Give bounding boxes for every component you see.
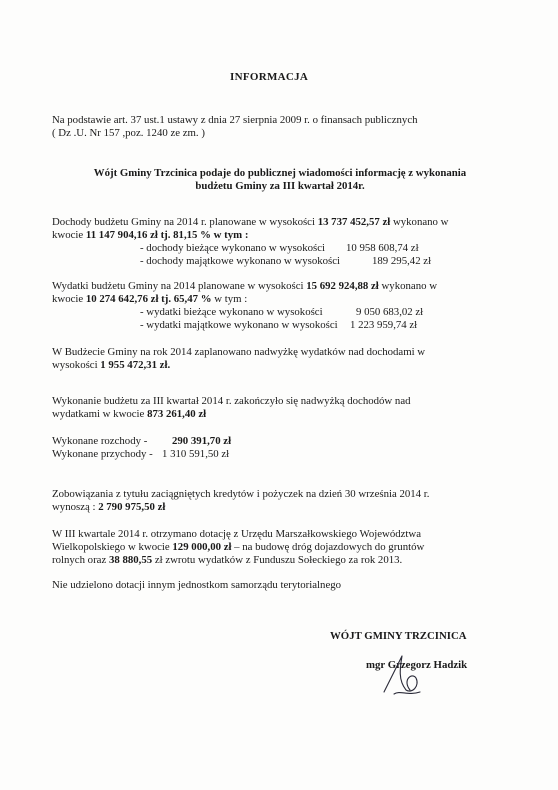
expenses-line-1 [52,280,437,293]
surplus-exec-line-1: Wykonanie budżetu za III kwartał 2014 r. zakończyło się nadwyżką dochodów nad [52,395,411,407]
expenses-item-value: 1 223 959,74 zł [350,319,418,331]
income-exec-text: wykonano w [390,216,449,228]
no-grants-note: Nie udzielono dotacji innym jednostkom samorządu terytorialnego [52,579,342,591]
refund-prefix: rolnych oraz [52,554,109,566]
grant-line-1: W III kwartale 2014 r. otrzymano dotację z Urzędu Marszałkowskiego Województwa [52,528,421,540]
income-item-label: - dochody majątkowe wykonano w wysokości [140,255,341,267]
legal-basis-line-2: ( Dz .U. Nr 157 ,poz. 1240 ze zm. ) [52,127,205,139]
heading-line-2: budżetu Gminy za III kwartał 2014r. [195,180,365,192]
liabilities-line-2 [52,501,165,514]
expenses-exec-amount: 10 274 642,76 zł tj. 65,47 % [85,293,212,305]
income-line-2 [52,229,248,242]
expenses-line-2 [52,293,247,306]
income-exec-prefix: kwocie [52,229,86,241]
expenses-item-label: - wydatki majątkowe wykonano w wysokości [140,319,338,331]
income-item-value: 10 958 608,74 zł [346,242,419,254]
grant-amount: 129 000,00 zł [172,541,232,553]
expenses-in-that: w tym : [211,293,248,305]
income-exec-amount: 11 147 904,16 zł tj. 81,15 % w tym : [85,229,249,241]
grant-line-3 [52,554,402,567]
grant-prefix: Wielkopolskiego w kwocie [52,541,173,553]
expenses-item-value: 9 050 683,02 zł [356,306,424,318]
document-title: INFORMACJA [230,71,309,83]
income-item-value: 189 295,42 zł [372,255,432,267]
liabilities-amount: 2 790 975,50 zł [98,501,166,513]
przychody-label: Wykonane przychody - [52,448,153,460]
expenses-exec-prefix: kwocie [52,293,86,305]
refund-text: zł zwrotu wydatków z Funduszu Sołeckiego za rok 2013. [152,554,403,566]
surplus-exec-line-2 [52,408,206,421]
surplus-exec-prefix: wydatkami w kwocie [52,408,148,420]
surplus-plan-line-1: W Budżecie Gminy na rok 2014 zaplanowano nadwyżkę wydatków nad dochodami w [52,346,426,358]
legal-basis-line-1: Na podstawie art. 37 ust.1 ustawy z dnia 27 sierpnia 2009 r. o finansach publicznych [52,114,418,126]
signature-name: mgr Grzegorz Hadzik [366,659,468,671]
przychody-value: 1 310 591,50 zł [162,448,230,460]
expenses-exec-text: wykonano w [378,280,437,292]
liabilities-line-1: Zobowiązania z tytułu zaciągniętych kredytów i pożyczek na dzień 30 września 2014 r. [52,488,430,500]
rozchody-value: 290 391,70 zł [172,435,232,447]
expenses-plan-text: Wydatki budżetu Gminy na 2014 planowane w wysokości [52,280,307,292]
income-plan-amount: 13 737 452,57 zł [317,216,391,228]
surplus-plan-prefix: wysokości [52,359,101,371]
expenses-plan-amount: 15 692 924,88 zł [306,280,379,292]
grant-purpose: – na budowę dróg dojazdowych do gruntów [231,541,425,553]
income-item-label: - dochody bieżące wykonano w wysokości [140,242,325,254]
expenses-item-label: - wydatki bieżące wykonano w wysokości [140,306,323,318]
surplus-plan-amount: 1 955 472,31 zł. [100,359,171,371]
income-line-1 [52,216,448,229]
income-plan-text: Dochody budżetu Gminy na 2014 r. planowane w wysokości [52,216,318,228]
surplus-plan-line-2 [52,359,170,372]
liabilities-prefix: wynoszą : [52,501,99,513]
surplus-exec-amount: 873 261,40 zł [147,408,207,420]
handwritten-signature [376,650,436,700]
grant-line-2 [52,541,424,554]
signature-title: WÓJT GMINY TRZCINICA [330,630,467,642]
heading-line-1: Wójt Gminy Trzcinica podaje do publicznej wiadomości informację z wykonania [93,167,467,179]
refund-amount: 38 880,55 [108,554,153,566]
rozchody-label: Wykonane rozchody - [52,435,148,447]
